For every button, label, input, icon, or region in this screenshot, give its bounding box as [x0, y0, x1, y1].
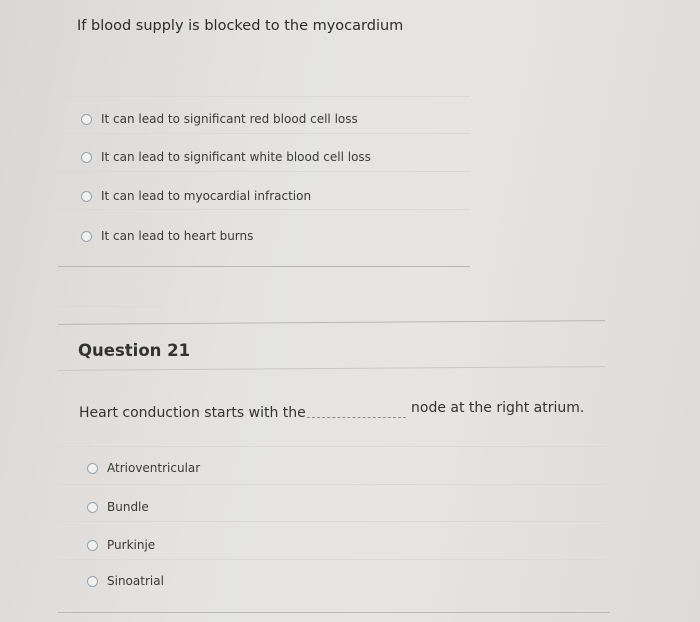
answer-blank	[307, 417, 406, 418]
question-1-prompt: If blood supply is blocked to the myocardium	[77, 18, 404, 34]
radio-button-icon[interactable]	[87, 502, 98, 513]
radio-button-icon[interactable]	[81, 114, 92, 125]
q1-option-3[interactable]	[81, 189, 311, 203]
option-label: It can lead to heart burns	[101, 229, 254, 243]
q2-option-purkinje[interactable]	[87, 538, 155, 552]
divider	[58, 484, 606, 485]
divider	[58, 209, 470, 210]
divider	[58, 320, 605, 325]
q2-option-atrioventricular[interactable]	[87, 461, 200, 475]
divider	[58, 133, 470, 134]
divider	[58, 612, 610, 613]
radio-button-icon[interactable]	[87, 540, 98, 551]
radio-button-icon[interactable]	[87, 463, 98, 474]
q1-option-4[interactable]	[81, 229, 253, 243]
question-21-text-end: node at the right atrium.	[411, 400, 585, 416]
divider	[58, 96, 470, 97]
q1-option-2[interactable]	[81, 150, 371, 164]
radio-button-icon[interactable]	[81, 231, 92, 242]
radio-button-icon[interactable]	[81, 152, 92, 163]
divider	[58, 559, 606, 560]
divider	[58, 306, 162, 307]
option-label: Atrioventricular	[107, 461, 201, 475]
divider	[58, 366, 606, 371]
divider	[58, 446, 606, 447]
option-label: It can lead to significant red blood cell loss	[101, 112, 358, 126]
radio-button-icon[interactable]	[87, 576, 98, 587]
question-21-heading: Question 21	[78, 341, 191, 360]
option-label: Purkinje	[107, 538, 156, 552]
question-21-text-start: Heart conduction starts with the	[79, 405, 306, 421]
q2-option-bundle[interactable]	[87, 500, 149, 514]
option-label: Bundle	[107, 500, 149, 514]
divider	[58, 521, 606, 522]
option-label: Sinoatrial	[107, 574, 164, 588]
option-label: It can lead to myocardial infraction	[101, 189, 312, 203]
q1-option-1[interactable]	[81, 112, 358, 126]
option-label: It can lead to significant white blood cell loss	[101, 150, 371, 164]
q2-option-sinoatrial[interactable]	[87, 574, 164, 588]
divider	[58, 266, 470, 267]
radio-button-icon[interactable]	[81, 191, 92, 202]
divider	[58, 171, 470, 172]
